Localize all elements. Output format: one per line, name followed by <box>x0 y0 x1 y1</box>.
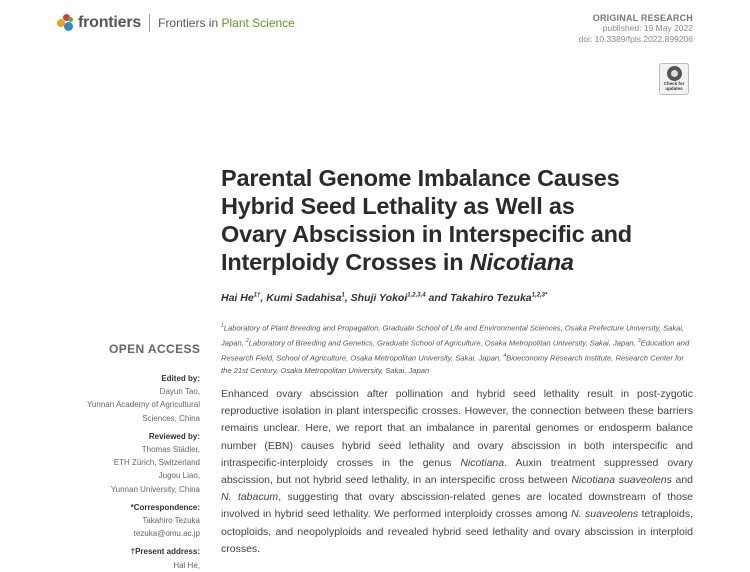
check-updates-label-2: updates <box>665 86 683 91</box>
editor-affiliation-2: Sciences, China <box>142 413 200 423</box>
journal-logo <box>57 14 295 32</box>
present-address-name: Hai He, <box>173 560 200 570</box>
check-updates-icon <box>667 66 682 81</box>
abstract-text-4: , suggesting that ovary abscission-related genes are located downstream of those involved in hybrid seed lethality. We performed interploidy crosses among <box>221 491 693 521</box>
check-for-updates-button[interactable] <box>659 63 689 95</box>
affil-2: Laboratory of Breeding and Genetics, Graduate School of Agriculture, Osaka Metropolitan University, Sakai, Japan, <box>248 338 638 348</box>
editor-name[interactable]: Dayun Tao, <box>159 387 200 397</box>
abstract-italic-2: Nicotiana suaveolens <box>571 474 672 487</box>
abstract-text-1: Enhanced ovary abscission after pollination and hybrid seed lethality result in post-zygotic reproductive isolation in plant interspecific crosses. However, the connection between these barriers remains unclear. Here, we report that an imbalance in parental genomes or endosperm balance number (EBN) causes hybrid seed lethality and ovary abscission in both interspecific and intraspecific-interploidy crosses in the genus <box>221 388 693 469</box>
author-3-sup: 1,2,3,4 <box>407 292 426 299</box>
open-access-label: OPEN ACCESS <box>109 342 201 356</box>
check-updates-label-1: Check for <box>663 81 685 86</box>
affil-2-sup: 2 <box>245 338 249 345</box>
author-4[interactable]: and Takahiro Tezuka <box>425 292 532 304</box>
abstract <box>221 386 693 558</box>
abstract-italic-1: Nicotiana <box>460 456 505 469</box>
affil-3-sup: 3 <box>637 338 641 345</box>
author-list <box>221 292 547 304</box>
affil-3: Education and Research Field, School of Agriculture, Osaka Metropolitan University, Sakai, Japan, <box>221 338 690 363</box>
author-1-sup: 1† <box>253 292 261 299</box>
edited-by-heading: Edited by: <box>161 374 200 383</box>
journal-prefix: Frontiers in <box>158 16 222 30</box>
affil-1: Laboratory of Plant Breeding and Propagation, Graduate School of Life and Environmental Sciences, Osaka Prefecture University, Sakai, Japan, <box>221 323 685 348</box>
article-title <box>221 164 711 276</box>
article-meta <box>579 13 693 45</box>
author-1[interactable]: Hai He <box>221 292 254 304</box>
present-address-heading: †Present address: <box>130 547 200 557</box>
article-type: ORIGINAL RESEARCH <box>592 13 693 23</box>
journal-highlight: Plant Science <box>221 16 295 30</box>
title-line-4-prefix: Interploidy Crosses in <box>221 249 470 275</box>
correspondence-email[interactable]: tezuka@omu.ac.jp <box>133 529 200 539</box>
title-line-4-italic: Nicotiana <box>469 249 574 275</box>
logo-wordmark: frontiers <box>78 14 142 31</box>
correspondence-heading: *Correspondence: <box>130 502 200 512</box>
abstract-text-5: tetraploids, octoploids, and neopolyploids and revealed hybrid seed lethality and ovary abscission in interploid crosses. <box>221 508 694 555</box>
journal-name <box>158 16 295 30</box>
editor-affiliation-1: Yunnan Academy of Agricultural <box>87 400 200 410</box>
title-line-3: Ovary Abscission in Interspecific and <box>221 221 632 247</box>
author-4-sup: 1,2,3* <box>531 292 548 299</box>
frontiers-logo-icon <box>57 14 75 32</box>
abstract-text-2: . Auxin treatment suppressed ovary abscission, but not hybrid seed lethality, in an interspecific cross between <box>221 456 694 487</box>
correspondence-name: Takahiro Tezuka <box>142 516 200 526</box>
abstract-italic-4: N. suaveolens <box>571 508 639 521</box>
author-2[interactable]: , Kumi Sadahisa <box>260 292 342 304</box>
affil-1-sup: 1 <box>221 323 224 329</box>
affiliations <box>221 320 691 378</box>
affil-4: Bioeconomy Research Institute, Research Center for the 21st Century, Osaka Metropolitan University, Sakai, Japan <box>221 353 684 376</box>
abstract-text-3: and <box>671 474 693 487</box>
title-line-2: Hybrid Seed Lethality as Well as <box>221 193 575 219</box>
reviewer-2-name[interactable]: Jugou Liao, <box>158 471 200 481</box>
abstract-italic-3: N. tabacum <box>221 491 279 504</box>
author-3[interactable]: , Shuji Yokoi <box>344 292 408 304</box>
affil-4-sup: 4 <box>503 353 507 360</box>
doi-link[interactable]: doi: 10.3389/fpls.2022.899206 <box>578 34 693 44</box>
title-line-4 <box>221 248 711 276</box>
reviewer-1-affiliation: ETH Zürich, Switzerland <box>113 458 200 468</box>
published-date: published: 19 May 2022 <box>602 23 693 33</box>
logo-divider <box>149 14 150 32</box>
sidebar-editorial <box>87 372 200 572</box>
reviewer-2-affiliation: Yunnan University, China <box>110 484 200 494</box>
author-2-sup: 1 <box>341 292 345 299</box>
reviewer-1-name[interactable]: Thomas Städler, <box>141 445 200 455</box>
title-line-1: Parental Genome Imbalance Causes <box>221 165 620 191</box>
reviewed-by-heading: Reviewed by: <box>148 431 200 441</box>
abstract-paragraph <box>221 386 693 558</box>
